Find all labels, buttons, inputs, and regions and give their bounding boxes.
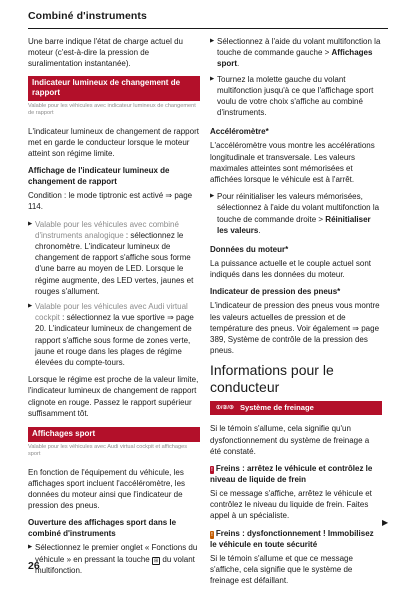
brake-system-paragraph: Si le témoin s'allume, cela signifie qu'un dysfonctionnement du système de freinage a été constaté. xyxy=(210,424,370,456)
sport-displays-section-title: Affichages sport xyxy=(28,427,200,442)
page-number: 26 xyxy=(28,560,40,572)
driver-information-heading: Informations pour le conducteur xyxy=(210,362,334,395)
shift-bullet-virtual xyxy=(28,301,200,368)
brake-fluid-warning-heading xyxy=(210,463,382,485)
menu-key-icon: ⊞ xyxy=(153,557,159,564)
sport-bullet-turn: ▶ Tournez la molette gauche du volant multifonction jusqu'à ce que l'affichage sport voulu de votre choix s'affiche au combiné d'instruments. xyxy=(210,74,382,119)
brake-malfunction-text: Freins : dysfonctionnement ! Immobilisez le véhicule en toute sécurité xyxy=(210,528,374,549)
shift-indicator-heading: Affichage de l'indicateur lumineux de changement de rapport xyxy=(28,166,170,187)
shift-indicator-condition: Condition : le mode tiptronic est activé ⇒ page 114. xyxy=(28,191,193,212)
accelerometer-heading: Accéléromètre* xyxy=(210,127,269,137)
tire-pressure-paragraph: L'indicateur de pression des pneus vous montre les valeurs actuelles de pression et de température des pneus. Voir également ⇒ page 389, Système de contrôle de la pression des pneus. xyxy=(210,301,380,356)
accelerometer-reset-text: Pour réinitialiser les valeurs mémorisées, sélectionnez à l'aide du volant multifonction la touche de commande droite > xyxy=(217,192,380,224)
shift-bullet-analog-text: : sélectionnez le chronomètre. L'indicateur lumineux de changement de rapport s'affiche sous forme d'une barre au moyen de LED. Lorsque le régime augmente, des LED vertes, jaunes et rouges s'allument. xyxy=(35,230,194,296)
shift-indicator-note: Lorsque le régime est proche de la valeur limite, l'indicateur lumineux de changement de rapport clignote en rouge. Passez le rapport supérieur suffisamment tôt. xyxy=(28,375,199,418)
header-divider xyxy=(28,28,388,29)
sport-bullet-select-text: Sélectionnez à l'aide du volant multifonction la touche de commande gauche > xyxy=(217,37,381,58)
sport-bullet-open-text: Sélectionnez le premier onglet « Fonctions du véhicule » en pressant la touche xyxy=(35,543,198,564)
engine-data-heading: Données du moteur* xyxy=(210,245,289,255)
shift-bullet-virtual-text: : sélectionnez la vue sportive ⇒ page 20. L'indicateur lumineux de changement de rapport s'affiche sous forme de zones verte, jaune et rouge dans les plages de régime élevées du compte-tours. xyxy=(35,313,194,368)
shift-indicator-paragraph: L'indicateur lumineux de changement de rapport met en garde le conducteur lorsque le moteur atteint son régime limite. xyxy=(28,126,199,159)
brake-fluid-warning-text: Freins : arrêtez le véhicule et contrôlez le niveau de liquide de frein xyxy=(210,464,373,485)
shift-bullet-virtual-validity: Valable pour les véhicules avec Audi virtual cockpit xyxy=(35,302,188,323)
tire-pressure-heading: Indicateur de pression des pneus* xyxy=(210,287,341,297)
brake-malfunction-heading xyxy=(210,528,382,550)
shift-bullet-analog-validity: Valable pour les véhicules avec combiné d'instruments analogique xyxy=(35,219,179,240)
brake-system-section-title xyxy=(210,401,382,415)
sport-bullet-select xyxy=(210,36,382,70)
left-column xyxy=(28,36,200,580)
accelerometer-reset-end: . xyxy=(258,225,261,235)
engine-data-paragraph: La puissance actuelle et le couple actuel sont indiqués dans les données du moteur. xyxy=(210,259,371,280)
brake-malfunction-icon: ! xyxy=(211,531,213,538)
shift-bullet-analog xyxy=(28,219,200,297)
brake-warning-icons: ①/②/③ xyxy=(216,405,234,412)
brake-warning-icon: ! xyxy=(211,467,213,474)
sport-bullet-open-end: du volant multifonction. xyxy=(35,554,195,575)
sport-bullet-select-bold: Affichages sport xyxy=(217,48,373,69)
right-column xyxy=(210,36,382,592)
page-header-title: Combiné d'instruments xyxy=(28,10,147,22)
sport-bullet-open xyxy=(28,542,200,576)
accelerometer-reset-bullet xyxy=(210,191,382,236)
accelerometer-paragraph: L'accéléromètre vous montre les accélérations longitudinale et transversale. Les valeurs maximales atteintes sont mémorisées et affichées lorsque le véhicule est à l'arrêt. xyxy=(210,141,375,185)
sport-displays-validity: Valable pour les véhicules avec Audi virtual cockpit et affichages sport xyxy=(28,443,187,458)
brake-system-title-text: Système de freinage xyxy=(239,403,314,413)
brake-malfunction-paragraph: Si le témoin s'allume et que ce message s'affiche, cela signifie que le système de freinage est défaillant. xyxy=(210,553,353,586)
sport-displays-heading: Ouverture des affichages sport dans le combiné d'instruments xyxy=(28,518,177,539)
shift-indicator-validity: Valable pour les véhicules avec indicateur lumineux de changement de rapport xyxy=(28,102,196,117)
intro-paragraph: Une barre indique l'état de charge actuel du moteur (c'est-à-dire la pression de suralimentation instantanée). xyxy=(28,37,183,69)
accelerometer-reset-bold: Réinitialiser les valeurs xyxy=(217,214,371,235)
brake-fluid-warning-paragraph: Si ce message s'affiche, arrêtez le véhicule et contrôlez le niveau du liquide de frein. Faites appel à un spécialiste. xyxy=(210,489,372,521)
shift-indicator-section-title: Indicateur lumineux de changement de rapport xyxy=(28,76,200,101)
sport-bullet-select-end: . xyxy=(237,59,240,69)
continue-arrow-icon: ▶ xyxy=(382,518,389,527)
sport-displays-paragraph: En fonction de l'équipement du véhicule, les affichages sport incluent l'accéléromètre, les données du moteur ainsi que l'indicateur de pression des pneus. xyxy=(28,467,186,511)
